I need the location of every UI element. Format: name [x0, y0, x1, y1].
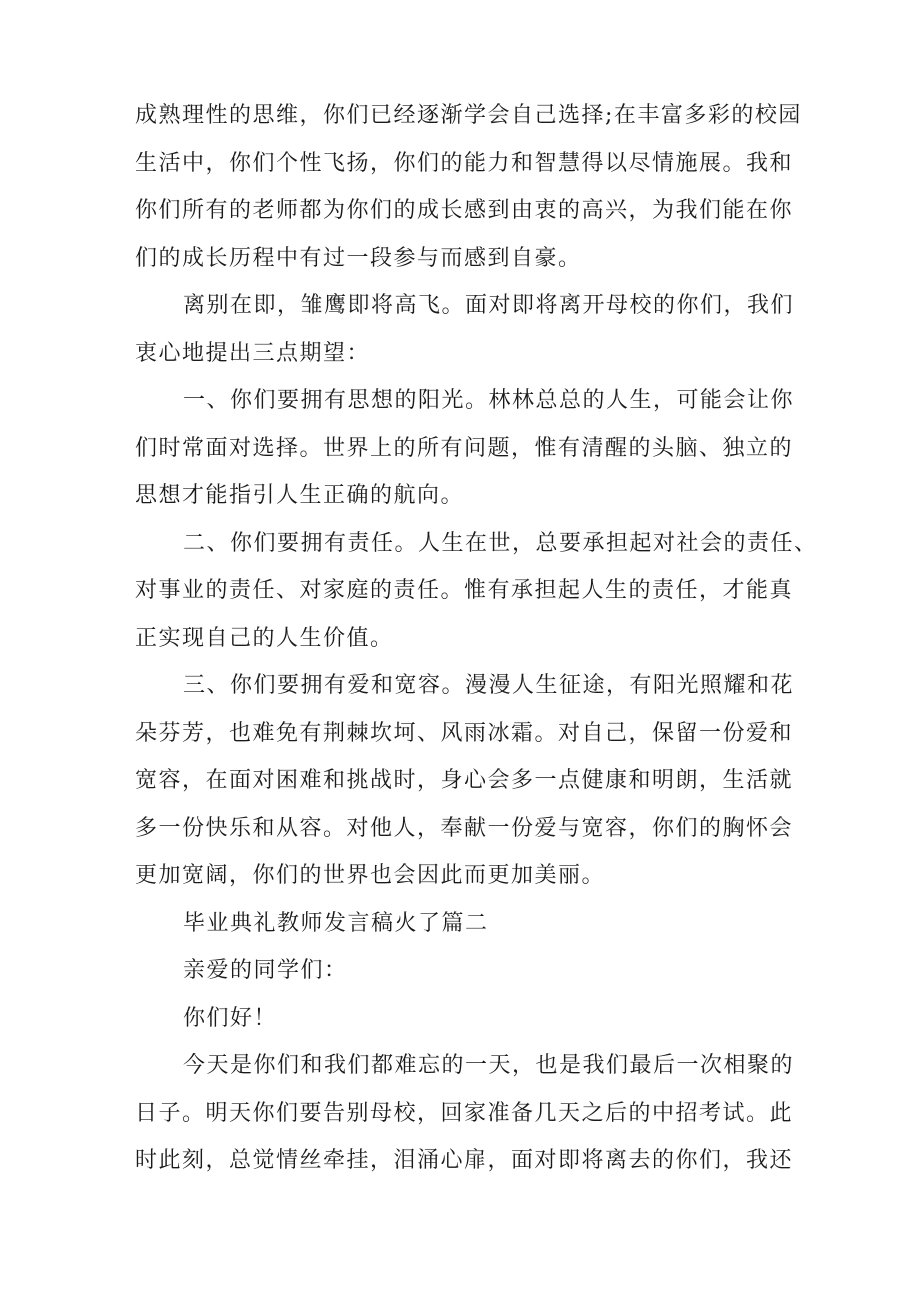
text-line: 成熟理性的思维，你们已经逐渐学会自己选择;在丰富多彩的校园	[135, 103, 802, 128]
text-line: 宽容，在面对困难和挑战时，身心会多一点健康和明朗，生活就	[135, 768, 794, 793]
text-line: 多一份快乐和从容。对他人，奉献一份爱与宽容，你们的胸怀会	[135, 815, 794, 841]
text-line: 日子。明天你们要告别母校，回家准备几天之后的中招考试。此	[135, 1100, 794, 1126]
document-body	[135, 92, 818, 1185]
text-line: 们的成长历程中有过一段参与而感到自豪。	[135, 245, 582, 271]
paragraph-expectation-three-start: 三、你们要拥有爱和宽容。漫漫人生征途，有阳光照耀和花	[183, 673, 795, 698]
section-heading: 毕业典礼教师发言稿火了篇二	[183, 910, 489, 936]
text-line: 们时常面对选择。世界上的所有问题，惟有清醒的头脑、独立的	[135, 435, 794, 461]
text-line: 对事业的责任、对家庭的责任。惟有承担起人生的责任，才能真	[135, 578, 794, 603]
paragraph-expectation-one-start: 一、你们要拥有思想的阳光。林林总总的人生，可能会让你	[183, 388, 795, 413]
paragraph-today-start: 今天是你们和我们都难忘的一天，也是我们最后一次相聚的	[183, 1053, 795, 1078]
text-line: 衷心地提出三点期望：	[135, 340, 371, 366]
text-line: 更加宽阔，你们的世界也会因此而更加美丽。	[135, 863, 606, 888]
text-line: 朵芬芳，也难免有荆棘坎坷、风雨冰霜。对自己，保留一份爱和	[135, 720, 794, 746]
salutation: 亲爱的同学们：	[183, 958, 348, 983]
text-line: 正实现自己的人生价值。	[135, 625, 394, 651]
text-line: 时此刻，总觉情丝牵挂，泪涌心扉，面对即将离去的你们，我还	[135, 1148, 794, 1173]
greeting: 你们好！	[183, 1005, 278, 1031]
paragraph-farewell-start: 离别在即，雏鹰即将高飞。面对即将离开母校的你们，我们	[183, 293, 795, 318]
paragraph-expectation-two-start: 二、你们要拥有责任。人生在世，总要承担起对社会的责任、	[183, 530, 818, 556]
text-line: 思想才能指引人生正确的航向。	[135, 483, 465, 508]
text-line: 你们所有的老师都为你们的成长感到由衷的高兴，为我们能在你	[135, 198, 794, 223]
text-line: 生活中，你们个性飞扬，你们的能力和智慧得以尽情施展。我和	[135, 150, 794, 176]
